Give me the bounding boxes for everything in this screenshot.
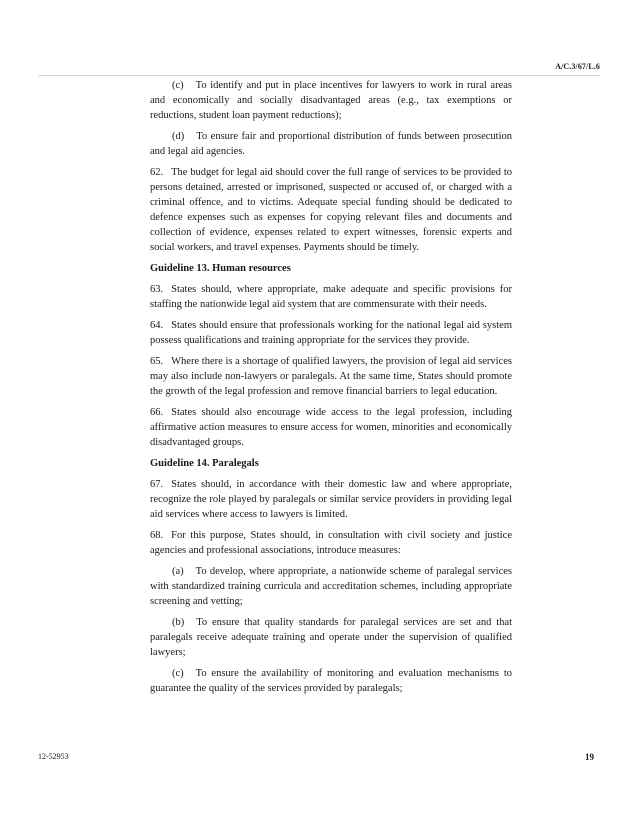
subparagraph-label: (d) bbox=[172, 131, 185, 142]
body-text bbox=[150, 78, 512, 702]
paragraph-text: Where there is a shortage of qualified lawyers, the provision of legal aid services may also include non-lawyers or paralegals. At the same time, States should promote the growth of the legal profession and remove financial barriers to legal education. bbox=[150, 356, 512, 397]
paragraph-number: 64. bbox=[150, 320, 164, 331]
subparagraph-text: To identify and put in place incentives for lawyers to work in rural areas and economically and socially disadvantaged areas (e.g., tax exemptions or reductions, student loan payment reductions); bbox=[150, 80, 512, 121]
document-symbol: A/C.3/67/L.6 bbox=[555, 62, 600, 71]
subparagraph-text: To ensure the availability of monitoring and evaluation mechanisms to guarantee the quality of the services provided by paralegals; bbox=[150, 668, 512, 694]
paragraph-63 bbox=[150, 282, 512, 312]
paragraph-number: 65. bbox=[150, 356, 164, 367]
subparagraph-c-incentives bbox=[150, 78, 512, 123]
subparagraph-label: (c) bbox=[172, 80, 184, 91]
paragraph-65 bbox=[150, 354, 512, 399]
paragraph-68 bbox=[150, 528, 512, 558]
subparagraph-label: (a) bbox=[172, 566, 184, 577]
paragraph-number: 63. bbox=[150, 284, 164, 295]
paragraph-text: The budget for legal aid should cover the full range of services to be provided to persons detained, arrested or imprisoned, suspected or accused of, or charged with a criminal offence, and to victims. Adequate special funding should be dedicated to defence expenses such as expenses for copying relevant files and documents and collection of evidence, expenses related to expert witnesses, forensic experts and social workers, and travel expenses. Payments should be timely. bbox=[150, 167, 512, 253]
paragraph-number: 62. bbox=[150, 167, 164, 178]
paragraph-number: 67. bbox=[150, 479, 164, 490]
header-rule bbox=[38, 75, 600, 76]
paragraph-text: States should, in accordance with their domestic law and where appropriate, recognize the role played by paralegals or similar service providers in providing legal aid services where access to lawyers is limited. bbox=[150, 479, 512, 520]
subparagraph-a-scheme bbox=[150, 564, 512, 609]
paragraph-66 bbox=[150, 405, 512, 450]
subparagraph-label: (c) bbox=[172, 668, 184, 679]
paragraph-64 bbox=[150, 318, 512, 348]
subparagraph-text: To develop, where appropriate, a nationwide scheme of paralegal services with standardized training curricula and accreditation schemes, including appropriate screening and vetting; bbox=[150, 566, 512, 607]
footer-document-id: 12-52953 bbox=[38, 752, 69, 761]
paragraph-text: States should ensure that professionals working for the national legal aid system possess qualifications and training appropriate for the services they provide. bbox=[150, 320, 512, 346]
guideline-14-heading: Guideline 14. Paralegals bbox=[150, 458, 259, 469]
paragraph-67 bbox=[150, 477, 512, 522]
paragraph-text: States should also encourage wide access to the legal profession, including affirmative action measures to ensure access for women, minorities and economically disadvantaged groups. bbox=[150, 407, 512, 448]
paragraph-62 bbox=[150, 165, 512, 255]
paragraph-text: For this purpose, States should, in consultation with civil society and justice agencies and professional associations, introduce measures: bbox=[150, 530, 512, 556]
subparagraph-label: (b) bbox=[172, 617, 185, 628]
subparagraph-text: To ensure that quality standards for paralegal services are set and that paralegals receive adequate training and operate under the supervision of qualified lawyers; bbox=[150, 617, 512, 658]
footer-page-number: 19 bbox=[585, 752, 594, 762]
paragraph-text: States should, where appropriate, make adequate and specific provisions for staffing the nationwide legal aid system that are commensurate with their needs. bbox=[150, 284, 512, 310]
subparagraph-d-distribution bbox=[150, 129, 512, 159]
guideline-13-heading: Guideline 13. Human resources bbox=[150, 263, 291, 274]
subparagraph-c-monitoring bbox=[150, 666, 512, 696]
subparagraph-b-quality bbox=[150, 615, 512, 660]
subparagraph-text: To ensure fair and proportional distribution of funds between prosecution and legal aid agencies. bbox=[150, 131, 512, 157]
paragraph-number: 66. bbox=[150, 407, 164, 418]
paragraph-number: 68. bbox=[150, 530, 164, 541]
